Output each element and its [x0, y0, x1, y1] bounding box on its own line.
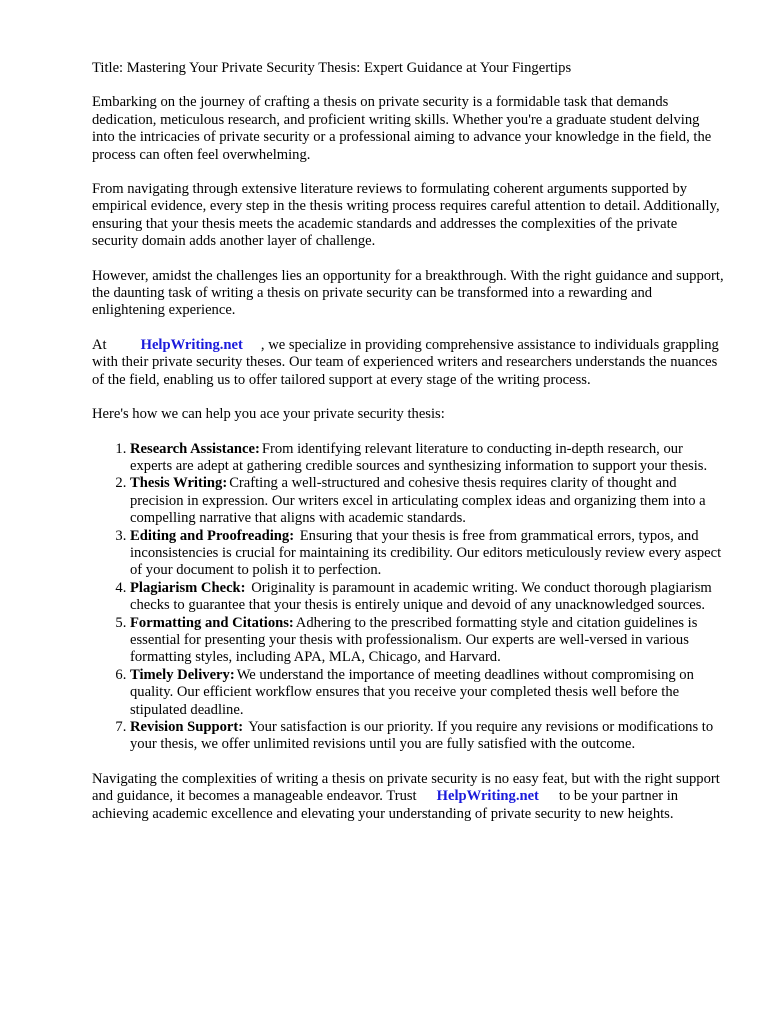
list-item-text: Ensuring that your thesis is free from grammatical errors, typos, and inconsistencies is crucial for maintaining its credibility. Our editors meticulously review every aspect of your document to polish it to perfection.: [130, 527, 722, 579]
list-item: [130, 719, 724, 754]
list-item-heading: Thesis Writing:: [130, 475, 228, 492]
service-paragraph: [92, 337, 724, 389]
list-item-text: Crafting a well-structured and cohesive thesis requires clarity of thought and precision in expression. Our writers excel in articulating complex ideas and organizing them into a compelling narrative that aligns with academic standards.: [130, 475, 706, 527]
document-page: [92, 60, 724, 840]
list-item-text: Adhering to the prescribed formatting style and citation guidelines is essential for presenting your thesis with professionalism. Our experts are well-versed in various formatting styles, including APA, MLA, Chicago, and Harvard.: [130, 614, 698, 666]
list-item-text: We understand the importance of meeting deadlines without compromising on quality. Our efficient workflow ensures that you receive your completed thesis well before the stipulated deadline.: [130, 666, 694, 718]
list-item-heading: Research Assistance:: [130, 440, 260, 457]
list-item-heading: Plagiarism Check:: [130, 579, 246, 596]
list-item: [130, 441, 724, 476]
opportunity-paragraph: However, amidst the challenges lies an opportunity for a breakthrough. With the right guidance and support, the daunting task of writing a thesis on private security can be transformed into a rewarding and enlightening experience.: [92, 267, 724, 319]
list-item-heading: Formatting and Citations:: [130, 614, 294, 631]
challenges-paragraph: From navigating through extensive literature reviews to formulating coherent arguments supported by empirical evidence, every step in the thesis writing process requires careful attention to detail. Additionally, ensuring that your thesis meets the academic standards and addresses the complexities of the private security domain adds another layer of challenge.: [92, 181, 720, 250]
helpwriting-link-closing[interactable]: HelpWriting.net: [436, 788, 539, 805]
list-item-heading: Revision Support:: [130, 719, 244, 735]
service-paragraph-suffix: , we specialize in providing comprehensive assistance to individuals grappling with their private security theses. Our team of experienced writers and researchers understands the nuances of the field, enabling us to offer tailored support at every stage of the writing process.: [92, 336, 719, 388]
list-item-heading: Editing and Proofreading:: [130, 527, 295, 544]
helpwriting-link[interactable]: HelpWriting.net: [140, 336, 243, 353]
services-list: [92, 441, 724, 754]
list-item-heading: Timely Delivery:: [130, 666, 235, 683]
intro-paragraph: Embarking on the journey of crafting a thesis on private security is a formidable task that demands dedication, meticulous research, and proficient writing skills. Whether you're a graduate student delving into the intricacies of private security or a professional aiming to advance your knowledge in the field, the process can often feel overwhelming.: [92, 94, 712, 163]
service-paragraph-prefix: At: [92, 336, 107, 353]
list-item-text: Your satisfaction is our priority. If you require any revisions or modifications to your thesis, we offer unlimited revisions until you are fully satisfied with the outcome.: [130, 719, 714, 753]
list-item: [130, 475, 724, 527]
closing-paragraph-suffix: to be your partner in achieving academic excellence and elevating your understanding of private security to new heights.: [92, 788, 679, 822]
list-item: [130, 667, 724, 719]
closing-paragraph-prefix: Navigating the complexities of writing a thesis on private security is no easy feat, but with the right support and guidance, it becomes a manageable endeavor. Trust: [92, 770, 720, 805]
list-item: [130, 580, 724, 615]
list-item: [130, 528, 724, 580]
closing-paragraph: [92, 771, 724, 823]
list-item-text: From identifying relevant literature to conducting in-depth research, our experts are adept at gathering credible sources and synthesizing information to support your thesis.: [130, 440, 708, 474]
list-item-text: Originality is paramount in academic writing. We conduct thorough plagiarism checks to guarantee that your thesis is entirely unique and devoid of any unacknowledged sources.: [130, 579, 712, 614]
list-intro-paragraph: Here's how we can help you ace your private security thesis:: [92, 406, 445, 423]
list-item: [130, 615, 724, 667]
document-title: Title: Mastering Your Private Security Thesis: Expert Guidance at Your Fingertips: [92, 60, 572, 76]
